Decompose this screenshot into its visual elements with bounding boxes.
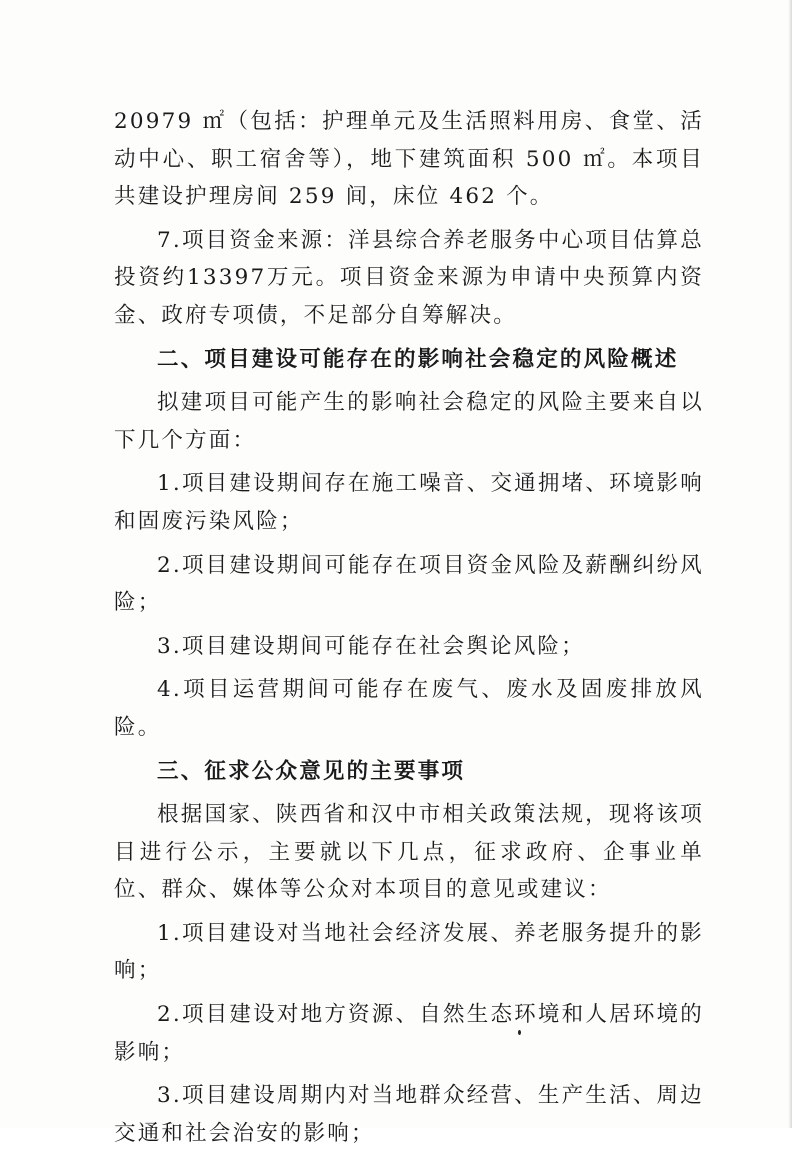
list-item-risk-3: 3.项目建设期间可能存在社会舆论风险； [157, 633, 585, 659]
paragraph-public-opinion-intro: 根据国家、陕西省和汉中市相关政策法规，现将该项目进行公示，主要就以下几点，征求政府、企事业单位、群众、媒体等公众对本项目的意见或建议： [114, 802, 704, 903]
paragraph-risk-intro: 拟建项目可能产生的影响社会稳定的风险主要来自以下几个方面： [114, 390, 704, 453]
list-item-risk-2: 2.项目建设期间可能存在项目资金风险及薪酬纠纷风险； [114, 552, 704, 616]
list-item-opinion-1: 1.项目建设对当地社会经济发展、养老服务提升的影响； [114, 920, 704, 984]
list-item-risk-1: 1.项目建设期间存在施工噪音、交通拥堵、环境影响和固废污染风险； [114, 471, 704, 534]
list-item-opinion-3: 3.项目建设周期内对当地群众经营、生产生活、周边交通和社会治安的影响； [114, 1083, 704, 1146]
list-item-opinion-2: 2.项目建设对地方资源、自然生态环境和人居环境的影响； [114, 1002, 704, 1065]
section-heading-risk-overview: 二、项目建设可能存在的影响社会稳定的风险概述 [157, 346, 679, 372]
scan-speck [518, 1030, 521, 1035]
page-edge-shadow [788, 0, 792, 1128]
paragraph-funding-source: 7.项目资金来源：洋县综合养老服务中心项目估算总投资约13397万元。项目资金来源为申请中央预算内资金、政府专项债，不足部分自筹解决。 [114, 227, 704, 328]
paragraph-building-area: 20979 ㎡（包括：护理单元及生活照料用房、食堂、活动中心、职工宿舍等），地下建筑面积 500 ㎡。本项目共建设护理房间 259 间，床位 462 个。 [114, 109, 704, 210]
list-item-risk-4: 4.项目运营期间可能存在废气、废水及固废排放风险。 [114, 677, 704, 740]
section-heading-public-opinion: 三、征求公众意见的主要事项 [157, 758, 466, 784]
document-body [114, 103, 704, 1152]
